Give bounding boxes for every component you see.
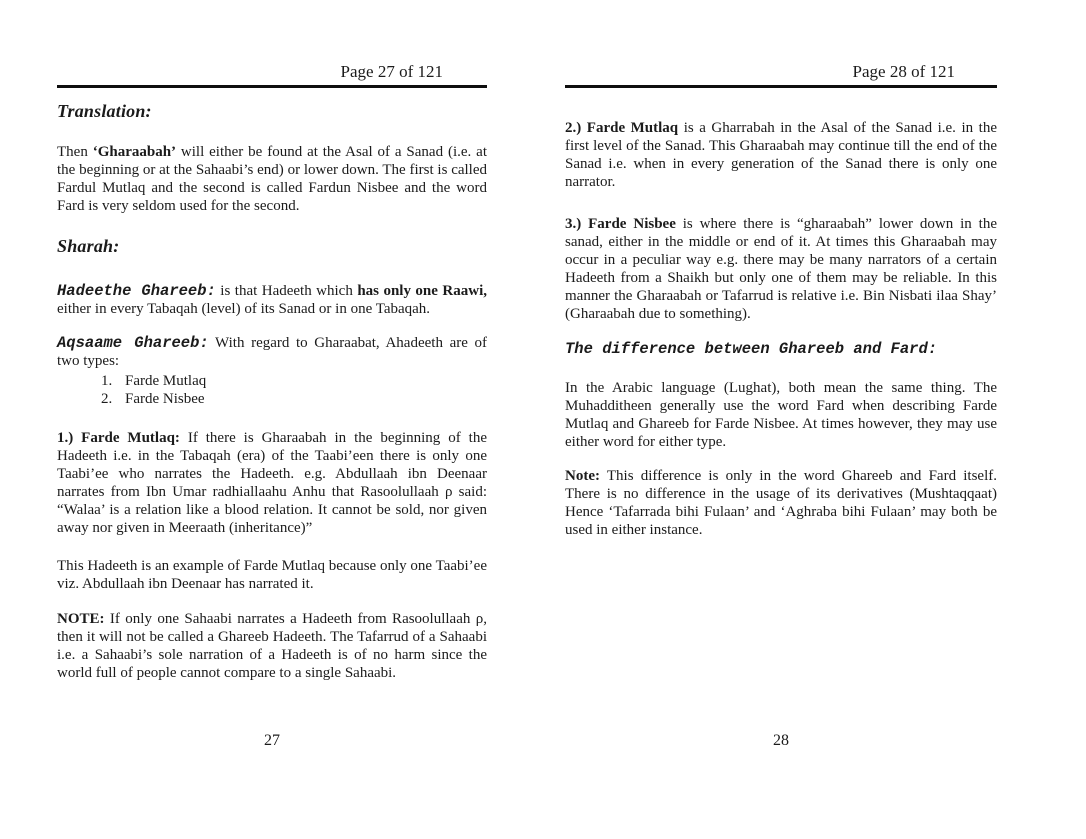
paragraph-intro-bold: ‘Gharaabah’ <box>92 144 177 160</box>
paragraph-farde-mutlaq-1-rest: If there is Gharaabah in the beginning of the Hadeeth i.e. in the Tabaqah (era) of the Taabi’een there is only one Taabi’ee who narrates the Hadeeth. e.g. Abdullaah ibn Deenaar narrates from Ibn Umar radhiallaahu Anhu that Rasoolullaah ρ said: “Walaa’ is a relation like a blood relation. It cannot be sold, nor given away nor given in Meeraath (inheritance)” <box>57 430 487 536</box>
page-header <box>565 62 997 88</box>
paragraph-aqsaame-ghareeb <box>57 334 487 370</box>
paragraph-farde-mutlaq-2 <box>565 119 997 191</box>
paragraph-hadeethe-rest: either in every Tabaqah (level) of its Sanad or in one Tabaqah. <box>57 301 431 317</box>
list-item-number: 2. <box>101 391 113 407</box>
heading-difference: The difference between Ghareeb and Fard: <box>565 340 938 358</box>
heading-sharah: Sharah: <box>57 236 120 256</box>
paragraph-farde-nisbee-3 <box>565 215 997 323</box>
paragraph-farde-mutlaq-1 <box>57 429 487 537</box>
paragraph-note <box>57 610 487 682</box>
paragraph-intro-lead: Then <box>57 144 93 160</box>
paragraph-note <box>565 467 997 539</box>
paragraph-farde-nisbee-3-lead: 3.) Farde Nisbee <box>565 216 676 232</box>
page-number-footer: 28 <box>773 732 789 749</box>
page-header-label: Page 28 of 121 <box>852 62 955 81</box>
list-item-label: Farde Nisbee <box>125 391 205 407</box>
paragraph-aqsaame-lead: Aqsaame Ghareeb: <box>57 334 209 352</box>
paragraph-farde-mutlaq-2-lead: 2.) Farde Mutlaq <box>565 120 679 136</box>
paragraph-note-rest: This difference is only in the word Ghareeb and Fard itself. There is no difference in the usage of its derivatives (Mushtaqqaat) Hence ‘Tafarrada bihi Fulaan’ and ‘Aghraba bihi Fulaan’ may both be used in either instance. <box>565 468 997 538</box>
paragraph-note-rest: If only one Sahaabi narrates a Hadeeth from Rasoolullaah ρ, then it will not be called a Ghareeb Hadeeth. The Tafarrud of a Sahaabi i.e. a Sahaabi’s sole narration of a Hadeeth is of no harm since the world full of people cannot compare to a single Sahaabi. <box>57 611 487 681</box>
paragraph-intro <box>57 143 487 215</box>
paragraph-hadeethe-lead: Hadeethe Ghareeb: <box>57 282 216 300</box>
page-28 <box>565 62 997 539</box>
paragraph-aqsaame-rest: With regard to Gharaabat, Ahadeeth are of two types: <box>57 335 487 369</box>
paragraph-hadeethe-mid: is that Hadeeth which <box>215 283 358 299</box>
list-item <box>101 372 487 390</box>
paragraph-note-lead: Note: <box>565 468 600 484</box>
paragraph-intro-rest: will either be found at the Asal of a Sanad (i.e. at the beginning or at the Sahaabi’s end) or lower down. The first is called Fardul Mutlaq and the second is called Fardun Nisbee and the word Fard is very seldom used for the second. <box>57 144 487 214</box>
paragraph-arabic-language: In the Arabic language (Lughat), both mean the same thing. The Muhadditheen generally use the word Fard when describing Farde Mutlaq and Ghareeb for Farde Nisbee. At times however, they may use either word for either type. <box>565 380 997 450</box>
page-number-footer: 27 <box>264 732 280 749</box>
page-header <box>57 62 487 88</box>
paragraph-farde-mutlaq-1-lead: 1.) Farde Mutlaq: <box>57 430 180 446</box>
ghareeb-types-list <box>57 372 487 408</box>
list-item-label: Farde Mutlaq <box>125 373 207 389</box>
heading-translation: Translation: <box>57 101 152 121</box>
paragraph-hadeethe-ghareeb <box>57 282 487 318</box>
paragraph-farde-nisbee-3-rest: is where there is “gharaabah” lower down in the sanad, either in the middle or end of it. At times this Gharaabah may occur in a peculiar way e.g. there may be many narrators of a certain Hadeeth from a Shaikh but only one of them may be reliable. In this manner the Gharaabah or Tafarrud is relative i.e. Bin Nisbati ilaa Shay’ (Gharaabah due to something). <box>565 216 997 322</box>
page-27 <box>57 62 487 682</box>
page-header-label: Page 27 of 121 <box>340 62 443 81</box>
list-item-number: 1. <box>101 373 113 389</box>
paragraph-example: This Hadeeth is an example of Farde Mutlaq because only one Taabi’ee viz. Abdullaah ibn Deenaar has narrated it. <box>57 558 487 592</box>
paragraph-hadeethe-bold: has only one Raawi, <box>357 283 487 299</box>
paragraph-farde-mutlaq-2-rest: is a Gharrabah in the Asal of the Sanad i.e. in the first level of the Sanad. This Gharaabah may continue till the end of the Sanad i.e. when in every generation of the Sanad there is only one narrator. <box>565 120 997 190</box>
paragraph-note-lead: NOTE: <box>57 611 105 627</box>
list-item <box>101 390 487 408</box>
